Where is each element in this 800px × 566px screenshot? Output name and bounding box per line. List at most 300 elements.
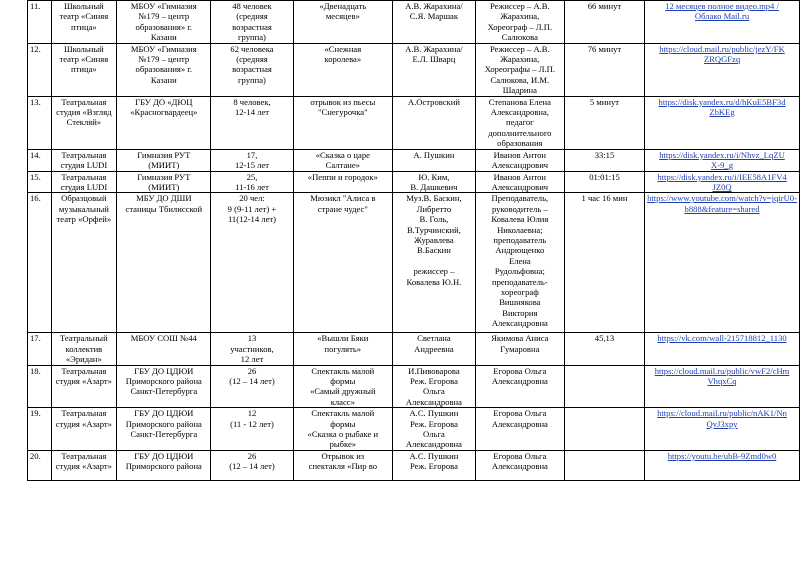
cell-text-line: Школьный [63, 43, 104, 54]
cell-text-line: театр «Синяя [59, 54, 109, 65]
cell-authors [393, 96, 476, 149]
cell-text-line: режиссер – [413, 266, 455, 277]
cell-text-line: Реж. Егорова [409, 418, 458, 429]
cell-text-line: Иванов Антон [493, 171, 547, 182]
cell-text-line: А. Пушкин [413, 149, 455, 160]
cell-text-line: 26 [247, 365, 257, 376]
link-text-line[interactable]: https://cloud.mail.ru/public/nAK1/Nn [657, 408, 787, 419]
cell-authors [393, 1, 476, 44]
cell-text: 66 минут [587, 1, 622, 11]
cell-text: 45,13 [594, 333, 615, 344]
cell-number [28, 193, 52, 333]
cell-text-line: Либретто [416, 203, 452, 214]
cell-text-line: стране чудес" [317, 203, 368, 214]
cell-text-line: Салтане» [325, 160, 360, 171]
cell-text: 16. [30, 193, 41, 204]
cell-participants [211, 43, 293, 96]
cell-text-line: рыбке» [329, 439, 357, 450]
cell-text-line: возрастная [232, 64, 272, 75]
cell-text-line: Александровна [491, 375, 548, 386]
cell-text-line: Егорова Ольга [493, 408, 547, 419]
cell-text-line: 11-16 лет [235, 181, 269, 192]
cell-text-line: (МИИТ) [148, 181, 180, 192]
cell-text-line: преподаватель- [491, 276, 548, 287]
cell-text-line: музыкальный [58, 203, 109, 214]
link-text-line[interactable]: Облако Mail.ru [694, 11, 750, 22]
cell-text-line: Школьный [63, 1, 104, 11]
cell-text-line: А.С. Пушкин [409, 450, 459, 461]
cell-organization [117, 450, 211, 480]
cell-text-line: Вишнякова [499, 297, 541, 308]
cell-participants [211, 365, 293, 408]
cell-text-line: «Вышли Бяки [317, 333, 369, 344]
cell-text-line: В.Баскин [417, 245, 451, 256]
cell-text-line: Егорова Ольга [493, 365, 547, 376]
cell-text-line: Александрович [491, 160, 549, 171]
cell-video-link [645, 333, 800, 365]
cell-video-link [645, 43, 800, 96]
cell-authors [393, 193, 476, 333]
cell-text-line: МБОУ «Гимназия [130, 1, 197, 11]
cell-text-line: Шадрина [502, 85, 537, 96]
cell-text: 11. [30, 1, 41, 11]
cell-text-line: участников, [230, 343, 274, 354]
cell-text-line: группа) [238, 74, 266, 85]
cell-organization [117, 149, 211, 171]
cell-directors [475, 193, 564, 333]
performances-table [27, 0, 800, 481]
cell-authors [393, 43, 476, 96]
video-link[interactable] [647, 408, 797, 429]
cell-text-line: студия «Взгляд [56, 107, 112, 118]
cell-participants [211, 96, 293, 149]
link-text-line[interactable]: QvJ3xpy [706, 418, 738, 429]
cell-text-line: Муз.В. Баскин, [406, 193, 462, 204]
cell-text-line: Александровна [405, 396, 462, 407]
cell-text-line: образования» г. [135, 21, 193, 32]
cell-collective [51, 43, 117, 96]
cell-directors [475, 1, 564, 44]
cell-participants [211, 149, 293, 171]
video-link[interactable] [647, 333, 797, 343]
cell-text-line: МБУ ДО ДШИ [136, 193, 192, 204]
cell-text-line: «Двенадцать [319, 1, 367, 11]
cell-text-line: Образцовый [61, 193, 107, 204]
cell-text-line: Театральная [61, 171, 107, 182]
cell-text-line: А.С. Пушкин [409, 408, 459, 419]
cell-text-line: (12 – 14 лет) [229, 461, 275, 472]
cell-participants [211, 193, 293, 333]
cell-text-line: отрывок из пьесы [310, 96, 376, 107]
cell-text-line: птица» [71, 64, 97, 75]
cell-text-line: 11(12-14 лет) [227, 214, 277, 225]
cell-text-line: Реж. Егорова [409, 375, 458, 386]
cell-authors [393, 450, 476, 480]
cell-text-line: Ковалева Юлия [491, 214, 549, 225]
link-text-line[interactable]: https://www.youtube.com/watch?v=jqirU0- [647, 193, 797, 204]
cell-organization [117, 1, 211, 44]
cell-text-line: «Красногвардеец» [130, 107, 198, 118]
cell-text-line: театр «Орфей» [56, 214, 112, 225]
cell-text-line: ГБУ ДО «ДЮЦ [135, 96, 193, 107]
video-link[interactable] [647, 44, 797, 65]
cell-text: 76 минут [587, 43, 622, 54]
cell-authors [393, 333, 476, 365]
link-text-line[interactable]: ZRQGFzq [703, 54, 741, 65]
link-text-line[interactable]: https://vk.com/wall-215718812_1130 [657, 333, 787, 344]
cell-text-line: А.В. Жарахина/ [405, 43, 463, 54]
cell-text-line: студия LUDI [60, 181, 108, 192]
link-text-line[interactable]: https://youtu.be/ubB-9Zmd0w0 [667, 450, 777, 461]
cell-text-line: возрастная [232, 21, 272, 32]
cell-text-line: ГБУ ДО ЦДЮИ [134, 450, 194, 461]
cell-text: 18. [30, 365, 41, 376]
cell-text-line: Ю. Ким, [418, 171, 450, 182]
cell-text-line: студия «Азарт» [55, 461, 112, 472]
cell-text-line: Александровна, [490, 107, 549, 118]
cell-text-line: хореограф [500, 286, 539, 297]
cell-text-line: «Самый дружный [310, 386, 376, 397]
cell-authors [393, 365, 476, 408]
cell-text-line: 12-15 лет [234, 160, 270, 171]
cell-text-line: коллектив [65, 343, 103, 354]
cell-text-line: Приморского района [125, 418, 202, 429]
cell-text-line: театр «Синяя [59, 11, 109, 22]
cell-text: 20. [30, 450, 41, 461]
cell-text-line: Театральная [61, 149, 107, 160]
cell-text-line: Елена [508, 255, 531, 266]
cell-text-line: С.Я. Маршак [409, 11, 459, 22]
cell-duration [564, 43, 644, 96]
table-row [28, 1, 800, 44]
table-row [28, 408, 800, 451]
link-text-line[interactable]: https://disk.yandex.ru/i/Nhvz_LqZU [659, 149, 785, 160]
cell-text-line: Салюкова, И.М. [490, 74, 550, 85]
cell-text-line: Режиссер – А.В. [489, 43, 550, 54]
cell-text-line: Степанова Елена [488, 96, 551, 107]
link-text-line[interactable]: https://cloud.mail.ru/public/vwF2/cHm [654, 365, 790, 376]
table-row [28, 365, 800, 408]
cell-duration [564, 171, 644, 193]
cell-text-line: Спектакль малой [311, 408, 375, 419]
cell-video-link [645, 171, 800, 193]
cell-duration [564, 365, 644, 408]
table-row [28, 171, 800, 193]
cell-text-line: 12 [247, 408, 257, 419]
cell-text-line: 13 [247, 333, 257, 344]
cell-text-line: Ольга [423, 428, 445, 439]
cell-participants [211, 1, 293, 44]
cell-authors [393, 408, 476, 451]
link-text-line[interactable]: X-9_g [711, 160, 733, 171]
cell-text-line: педагог [506, 117, 534, 128]
cell-text-line: птица» [71, 21, 97, 32]
cell-text-line: Александровна [491, 461, 548, 472]
cell-performance-title [293, 450, 392, 480]
cell-video-link [645, 1, 800, 44]
cell-text-line: Гимназия РУТ [137, 149, 191, 160]
table-row [28, 149, 800, 171]
cell-text-line: Гумаровна [500, 343, 540, 354]
cell-organization [117, 43, 211, 96]
link-text-line[interactable]: VhqxCq [707, 375, 737, 386]
cell-video-link [645, 408, 800, 451]
cell-organization [117, 96, 211, 149]
cell-text-line: Журавлева [414, 234, 454, 245]
cell-organization [117, 193, 211, 333]
cell-participants [211, 333, 293, 365]
cell-text-line: В. Дашкевич [410, 181, 458, 192]
cell-text-line: МБОУ «Гимназия [130, 43, 197, 54]
cell-text-line: В.Турчинский, [406, 224, 461, 235]
cell-number [28, 43, 52, 96]
cell-duration [564, 333, 644, 365]
cell-text-line: руководитель – [491, 203, 548, 214]
video-link[interactable] [647, 366, 797, 387]
cell-text-line: Е.Л. Шварц [412, 54, 456, 65]
cell-text-line: группа) [238, 32, 266, 43]
link-text-line[interactable]: 12 месяцев полное видео.mp4 / [665, 1, 779, 11]
cell-text-line: Александровна [405, 439, 462, 450]
cell-text-line: Приморского района [125, 461, 202, 472]
cell-text: 19. [30, 408, 41, 419]
link-text-line[interactable]: ZbKEg [709, 107, 735, 118]
cell-text-line: 62 человека [230, 43, 274, 54]
cell-video-link [645, 193, 800, 333]
cell-number [28, 96, 52, 149]
cell-text-line: (средняя [236, 11, 268, 22]
cell-text-line: Стекляй» [66, 117, 102, 128]
cell-text: 33:15 [594, 149, 615, 160]
video-link[interactable] [647, 1, 797, 22]
cell-duration [564, 149, 644, 171]
cell-collective [51, 333, 117, 365]
link-text-line[interactable]: https://disk.yandex.ru/i/IEE58A1FV4 [657, 171, 787, 182]
cell-number [28, 171, 52, 193]
cell-number [28, 365, 52, 408]
video-link[interactable] [647, 172, 797, 193]
cell-directors [475, 333, 564, 365]
cell-text: 01:01:15 [589, 171, 620, 182]
cell-text-line: студия LUDI [60, 160, 108, 171]
cell-duration [564, 96, 644, 149]
cell-performance-title [293, 408, 392, 451]
video-link[interactable] [647, 451, 797, 461]
cell-text-line: студия «Азарт» [55, 375, 112, 386]
cell-text-line: Салюкова [501, 32, 538, 43]
table-row [28, 193, 800, 333]
cell-participants [211, 450, 293, 480]
cell-participants [211, 408, 293, 451]
cell-collective [51, 149, 117, 171]
cell-text-line: А.В. Жарахина/ [405, 1, 463, 11]
cell-text-line: Театральная [61, 408, 107, 419]
cell-text-line: образования» г. [135, 64, 193, 75]
cell-text-line [395, 256, 473, 266]
cell-text-line: Театральная [61, 96, 107, 107]
cell-text-line: Андрющенко [495, 245, 545, 256]
cell-text-line: «Пеппи и городок» [307, 171, 378, 182]
cell-text-line: Театральный [60, 333, 108, 344]
link-text-line[interactable]: b888&feature=shared [684, 203, 760, 214]
cell-performance-title [293, 96, 392, 149]
cell-collective [51, 450, 117, 480]
cell-text-line: Реж. Егорова [409, 461, 458, 472]
cell-text-line: Преподаватель, [491, 193, 549, 204]
cell-text-line: Жарахина, [500, 54, 540, 65]
cell-text-line: «Сказка о царе [315, 149, 370, 160]
cell-text-line: образования [497, 138, 543, 149]
cell-performance-title [293, 193, 392, 333]
link-text-line[interactable]: JZ0Q [712, 181, 732, 192]
cell-performance-title [293, 365, 392, 408]
cell-collective [51, 171, 117, 193]
link-text-line[interactable]: https://cloud.mail.ru/public/jezY/FK [659, 43, 785, 54]
cell-text-line: преподаватель [493, 234, 547, 245]
cell-directors [475, 450, 564, 480]
cell-text-line: месяцев» [325, 11, 360, 22]
cell-text-line: погулять» [324, 343, 362, 354]
cell-text: 1 час 16 мин [581, 193, 628, 204]
cell-performance-title [293, 149, 392, 171]
cell-text-line: "Снегурочка" [318, 107, 368, 118]
cell-duration [564, 450, 644, 480]
table-row [28, 450, 800, 480]
cell-directors [475, 171, 564, 193]
cell-text-line: Санкт-Петербурга [130, 428, 198, 439]
cell-participants [211, 171, 293, 193]
cell-collective [51, 408, 117, 451]
cell-text-line: №179 – центр [138, 54, 190, 65]
cell-performance-title [293, 43, 392, 96]
cell-text-line: Александровна [491, 318, 548, 329]
table-row [28, 96, 800, 149]
cell-number [28, 450, 52, 480]
cell-text-line: Отрывок из [321, 450, 365, 461]
cell-text-line: «Сказка о рыбаке и [307, 428, 379, 439]
cell-text-line: Иванов Антон [493, 149, 547, 160]
cell-number [28, 333, 52, 365]
cell-video-link [645, 96, 800, 149]
cell-text-line: Александрович [491, 181, 549, 192]
cell-text-line: Театральная [61, 450, 107, 461]
cell-directors [475, 365, 564, 408]
cell-directors [475, 149, 564, 171]
cell-text-line: (средняя [236, 54, 268, 65]
cell-text-line: формы [330, 418, 356, 429]
cell-text-line: 12 лет [240, 354, 264, 365]
cell-number [28, 149, 52, 171]
cell-text-line: Казани [150, 74, 177, 85]
cell-text-line: Санкт-Петербурга [130, 386, 198, 397]
cell-text-line: Казани [150, 32, 177, 43]
cell-text-line: Ольга [423, 386, 445, 397]
cell-text-line: Андреевна [414, 343, 454, 354]
cell-duration [564, 1, 644, 44]
cell-text-line: (МИИТ) [148, 160, 180, 171]
cell-number [28, 408, 52, 451]
cell-text-line: Спектакль малой [311, 365, 375, 376]
cell-video-link [645, 149, 800, 171]
cell-text-line: №179 – центр [138, 11, 190, 22]
cell-text-line: Мюзикл "Алиса в [310, 193, 376, 204]
cell-text-line: Ковалева Ю.Н. [406, 276, 462, 287]
cell-text-line: дополнительного [488, 127, 552, 138]
cell-text-line: Светлана [417, 333, 451, 344]
cell-text-line: Рудольфовна; [494, 266, 545, 277]
cell-text-line: студия «Азарт» [55, 418, 112, 429]
cell-text: 14. [30, 149, 41, 160]
video-link[interactable] [647, 97, 797, 118]
cell-text-line: класс» [330, 396, 355, 407]
cell-collective [51, 1, 117, 44]
cell-text-line: Егорова Ольга [493, 450, 547, 461]
cell-video-link [645, 365, 800, 408]
cell-text-line: Виктория [502, 307, 538, 318]
cell-text-line: Якимова Аниса [491, 333, 549, 344]
cell-collective [51, 193, 117, 333]
document-page [27, 0, 800, 481]
cell-organization [117, 171, 211, 193]
cell-text-line: Александровна [491, 418, 548, 429]
cell-text-line: «Эридан» [65, 354, 102, 365]
video-link[interactable] [647, 193, 797, 214]
cell-text: 5 минут [589, 96, 620, 107]
cell-text-line: В. Голь, [419, 214, 449, 225]
cell-authors [393, 149, 476, 171]
cell-text-line: (12 – 14 лет) [229, 375, 275, 386]
cell-video-link [645, 450, 800, 480]
cell-organization [117, 365, 211, 408]
cell-text-line: Хореограф – Л.П. [487, 21, 553, 32]
cell-text-line: А.Островский [407, 96, 460, 107]
cell-number [28, 1, 52, 44]
cell-duration [564, 408, 644, 451]
cell-text-line: 12-14 лет [234, 107, 270, 118]
cell-performance-title [293, 333, 392, 365]
cell-text-line: Гимназия РУТ [137, 171, 191, 182]
cell-directors [475, 408, 564, 451]
cell-organization [117, 408, 211, 451]
cell-authors [393, 171, 476, 193]
cell-text-line: 9 (9-11 лет) + [227, 203, 277, 214]
cell-text-line: Режиссер – А.В. [489, 1, 550, 11]
cell-text-line: 20 чел: [239, 193, 265, 204]
cell-directors [475, 43, 564, 96]
cell-text-line: Жарахина, [500, 11, 540, 22]
cell-text-line: формы [330, 375, 356, 386]
cell-text-line: спектакля «Пир во [308, 461, 377, 472]
cell-text-line: Театральная [61, 365, 107, 376]
cell-collective [51, 96, 117, 149]
link-text-line[interactable]: https://disk.yandex.ru/d/hKuE5BF3d [658, 96, 786, 107]
cell-text: 13. [30, 96, 41, 107]
cell-text: 17. [30, 333, 41, 344]
video-link[interactable] [647, 150, 797, 171]
cell-duration [564, 193, 644, 333]
cell-directors [475, 96, 564, 149]
cell-text: 12. [30, 43, 41, 54]
cell-text-line: И.Пивоварова [408, 365, 460, 376]
cell-text-line: 8 человек, [233, 96, 271, 107]
cell-text-line: 25, [246, 171, 258, 182]
table-row [28, 43, 800, 96]
cell-organization [117, 333, 211, 365]
cell-text: 15. [30, 171, 41, 182]
cell-text-line: МБОУ СОШ №44 [130, 333, 197, 344]
cell-performance-title [293, 1, 392, 44]
cell-text-line: станицы Тбилисской [125, 203, 203, 214]
